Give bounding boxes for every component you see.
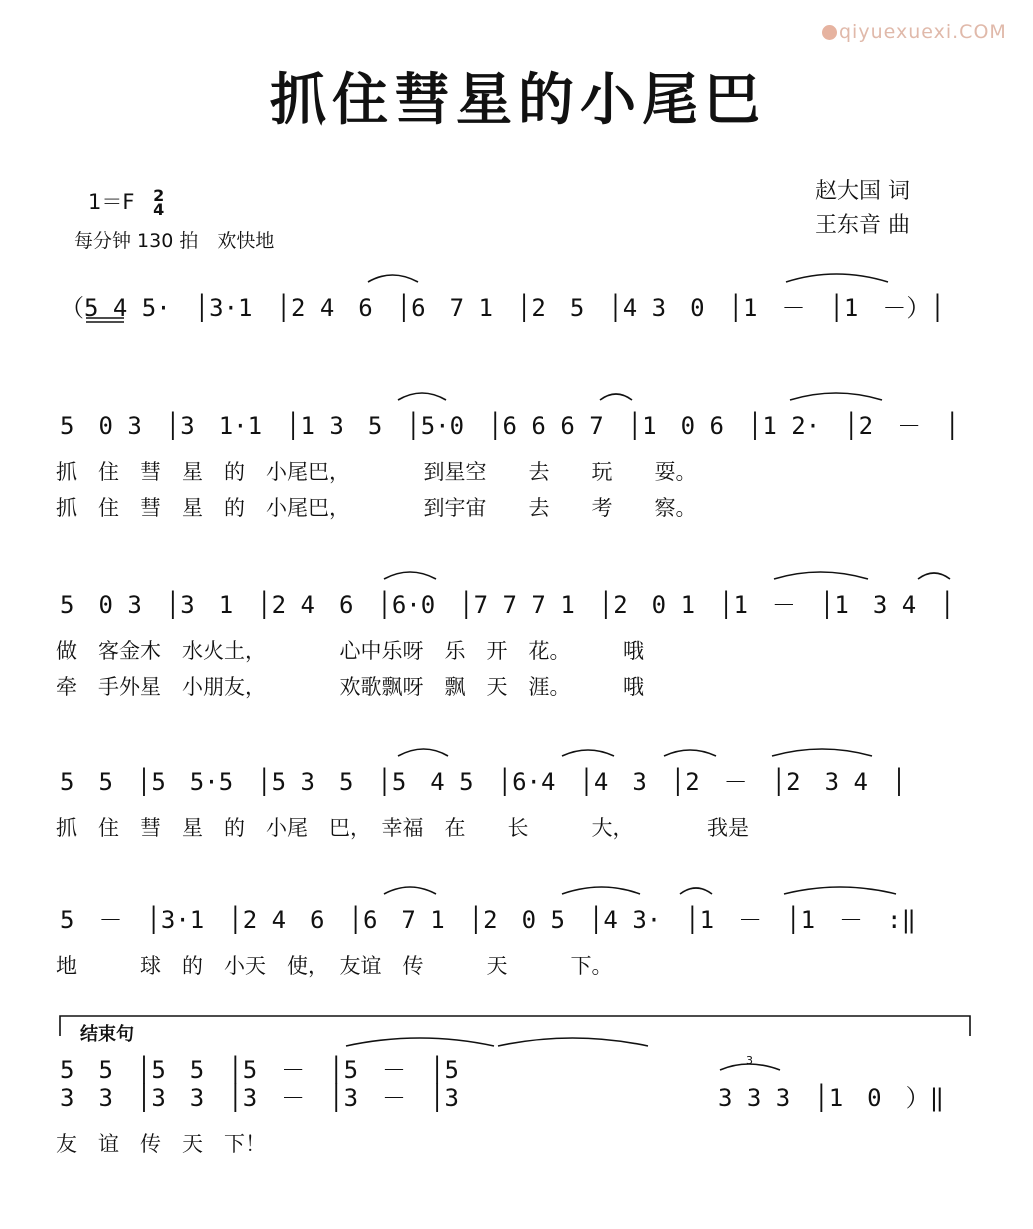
tie	[346, 1038, 494, 1046]
system-4-notes: 5 5 │5 5·5 │5 3 5 │5 4 5 │6·4 │4 3 │2 － │2 3 4 │	[60, 768, 907, 796]
system-5-lyrics-1: 地 球 的 小天 使， 友谊 传 天 下。	[56, 954, 613, 978]
tie	[772, 749, 872, 756]
ending-label: 结束句	[80, 1024, 134, 1045]
ending-bracket	[60, 1016, 970, 1036]
tie	[918, 573, 950, 579]
system-5-notes: 5 － │3·1 │2 4 6 │6 7 1 │2 0 5 │4 3· │1 － │1 － :‖	[60, 906, 916, 934]
system-3-notes: 5 0 3 │3 1 │2 4 6 │6·0 │7 7 7 1 │2 0 1 │1 － │1 3 4 │	[60, 591, 955, 619]
key-signature: 1＝F	[88, 190, 135, 214]
tie	[384, 887, 436, 894]
watermark-text: qiyuexuexi.COM	[839, 21, 1007, 43]
tie	[600, 394, 632, 400]
system-2-lyrics-1: 抓 住 彗 星 的 小尾巴， 到星空 去 玩 耍。	[56, 460, 697, 484]
system-3-lyrics-2: 牵 手外星 小朋友， 欢歌飘呀 飘 天 涯。 哦	[56, 675, 644, 699]
tie	[664, 750, 716, 756]
tie	[562, 750, 614, 756]
triplet-bracket	[720, 1064, 780, 1070]
lyricist: 赵大国 词	[815, 179, 910, 204]
song-title: 抓住彗星的小尾巴	[270, 67, 766, 133]
ending-tail: 3 3 3 │1 0 ）‖	[718, 1084, 945, 1112]
tie	[498, 1038, 648, 1046]
tie	[680, 888, 712, 894]
tie	[398, 749, 448, 756]
tie	[384, 572, 436, 579]
system-4-lyrics-1: 抓 住 彗 星 的 小尾 巴， 幸福 在 长 大， 我是	[56, 816, 749, 840]
system-3-lyrics-1: 做 客金木 水火土， 心中乐呀 乐 开 花。 哦	[56, 639, 644, 663]
tie	[562, 887, 640, 894]
tie	[786, 274, 888, 282]
time-sig-top: 2	[153, 186, 165, 205]
ending-lower-voice: 3 3 │3 3 │3 － │3 － │3	[60, 1084, 459, 1112]
ending-triplet-mark: 3	[746, 1054, 753, 1067]
tie	[784, 887, 896, 894]
ending-lyrics: 友 谊 传 天 下！	[56, 1132, 266, 1156]
system-1-notes: （5 4 5· │3·1 │2 4 6 │6 7 1 │2 5 │4 3 0 │1 － │1 －）│	[60, 294, 945, 322]
tie	[790, 393, 882, 400]
ending-upper-voice: 5 5 │5 5 │5 － │5 － │5	[60, 1056, 459, 1084]
time-sig-bottom: 4	[153, 200, 165, 219]
system-2-lyrics-2: 抓 住 彗 星 的 小尾巴， 到宇宙 去 考 察。	[56, 496, 697, 520]
tie	[368, 275, 418, 282]
tie	[774, 572, 868, 579]
composer: 王东音 曲	[815, 213, 910, 238]
system-2-notes: 5 0 3 │3 1·1 │1 3 5 │5·0 │6 6 6 7 │1 0 6 │1 2· │2 － │	[60, 412, 960, 440]
tie	[398, 393, 446, 400]
tempo-marking: 每分钟 130 拍 欢快地	[74, 230, 275, 252]
